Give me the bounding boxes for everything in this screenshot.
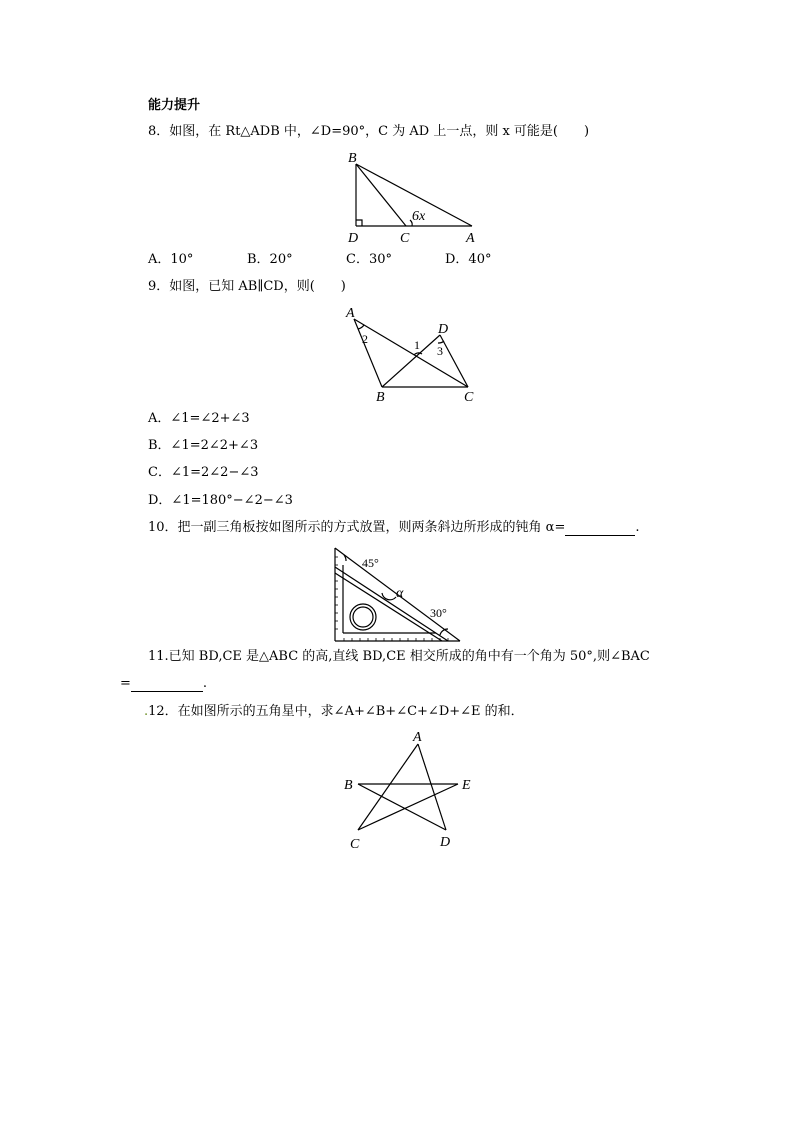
q8-label-A: A [466, 231, 475, 246]
q10-stem: 10．把一副三角板按如图所示的方式放置，则两条斜边所形成的钝角 α= [148, 520, 566, 535]
q8-label-B: B [348, 151, 357, 166]
q9-label-A: A [346, 306, 355, 321]
q9-angle-3: 3 [437, 344, 443, 358]
q12-label-E: E [462, 778, 471, 793]
section-title: 能力提升 [148, 98, 201, 113]
q11-equals: = [120, 676, 131, 691]
q8-option-a: A．10° [148, 252, 194, 267]
q9-option-b: B．∠1=2∠2+∠3 [148, 438, 259, 453]
q9-angle-1: 1 [414, 338, 420, 352]
q12-stem: 12．在如图所示的五角星中，求∠A+∠B+∠C+∠D+∠E 的和． [148, 704, 524, 719]
q11-stem: 11.已知 BD,CE 是△ABC 的高,直线 BD,CE 相交所成的角中有一个角为 50°,则∠BAC [148, 649, 650, 664]
q8-option-c: C．30° [346, 252, 392, 267]
q10-figure [332, 545, 464, 645]
q10-line [148, 520, 640, 536]
q9-stem: 9．如图，已知 AB∥CD，则( ) [148, 279, 346, 294]
q8-option-b: B．20° [247, 252, 293, 267]
q12-line [144, 704, 524, 720]
q8-label-angle: 6x [412, 209, 426, 224]
q10-label-30: 30° [430, 606, 447, 620]
q11-answer-blank[interactable] [131, 677, 203, 692]
q8-stem: 8．如图，在 Rt△ADB 中，∠D=90°，C 为 AD 上一点，则 x 可能是( ) [148, 124, 590, 139]
q12-label-D: D [440, 835, 451, 850]
q12-dot: . [144, 704, 149, 719]
q10-label-alpha: α [396, 586, 404, 601]
q12-label-B: B [344, 778, 353, 793]
q8-figure [340, 148, 490, 246]
q12-label-C: C [350, 837, 360, 852]
q8-label-D: D [348, 231, 359, 246]
q10-end: . [635, 520, 640, 535]
q9-figure [340, 303, 490, 403]
q12-label-A: A [413, 730, 422, 745]
q9-angle-2: 2 [362, 332, 368, 346]
q9-option-d: D．∠1=180°−∠2−∠3 [148, 493, 293, 508]
q9-label-D: D [438, 322, 449, 337]
q11-line2 [120, 676, 207, 692]
q9-option-c: C．∠1=2∠2−∠3 [148, 465, 259, 480]
q8-label-C: C [400, 231, 410, 246]
q12-figure [340, 726, 480, 852]
q9-label-B: B [376, 390, 385, 405]
q9-label-C: C [464, 390, 474, 405]
q10-label-45: 45° [362, 556, 379, 570]
q10-answer-blank[interactable] [565, 521, 635, 536]
q9-option-a: A．∠1=∠2+∠3 [148, 411, 250, 426]
q11-end: . [202, 676, 208, 691]
q8-option-d: D．40° [445, 252, 492, 267]
